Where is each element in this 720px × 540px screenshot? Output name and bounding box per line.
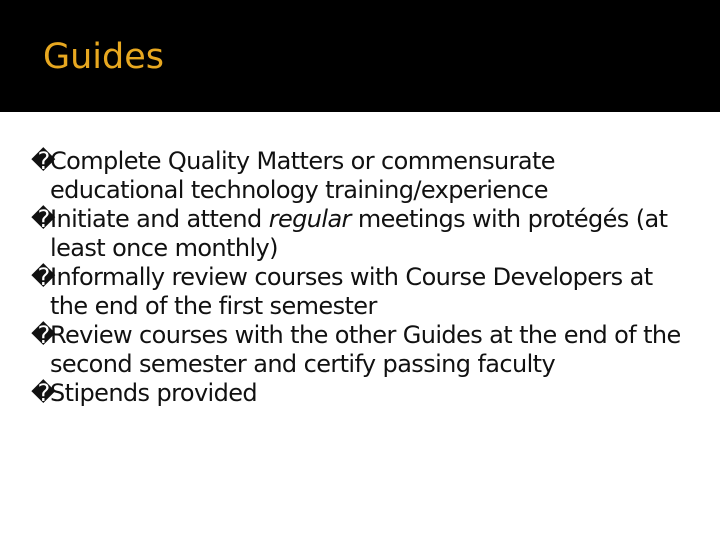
bullet-text-segment: meetings with protégés (at least once monthly) <box>50 205 668 262</box>
title-band <box>0 0 720 112</box>
bullet-text-segment: Informally review courses with Course Developers at the end of the first semester <box>50 263 653 320</box>
emphasized-word: regular <box>268 205 351 233</box>
bullet-text <box>50 321 681 378</box>
bullet-text-segment: Review courses with the other Guides at the end of the second semester and certify passing faculty <box>50 321 681 378</box>
bullet-marker-icon: � <box>31 379 56 407</box>
bullet-item <box>33 147 683 205</box>
bullet-item <box>33 263 683 321</box>
bullet-text-segment: Stipends provided <box>50 379 258 407</box>
bullet-item <box>33 379 683 408</box>
bullet-list <box>33 147 683 408</box>
bullet-item <box>33 321 683 379</box>
bullet-marker-icon: � <box>31 205 56 233</box>
bullet-item <box>33 205 683 263</box>
bullet-marker-icon: � <box>31 321 56 349</box>
bullet-text <box>50 147 555 204</box>
bullet-text-segment: Complete Quality Matters or commensurate educational technology training/experience <box>50 147 555 204</box>
bullet-text <box>50 205 667 262</box>
bullet-text <box>50 379 257 407</box>
slide-title: Guides <box>43 37 165 77</box>
bullet-text <box>50 263 653 320</box>
bullet-text-segment: Initiate and attend <box>50 205 269 233</box>
bullet-marker-icon: � <box>31 263 56 291</box>
bullet-marker-icon: � <box>31 147 56 175</box>
